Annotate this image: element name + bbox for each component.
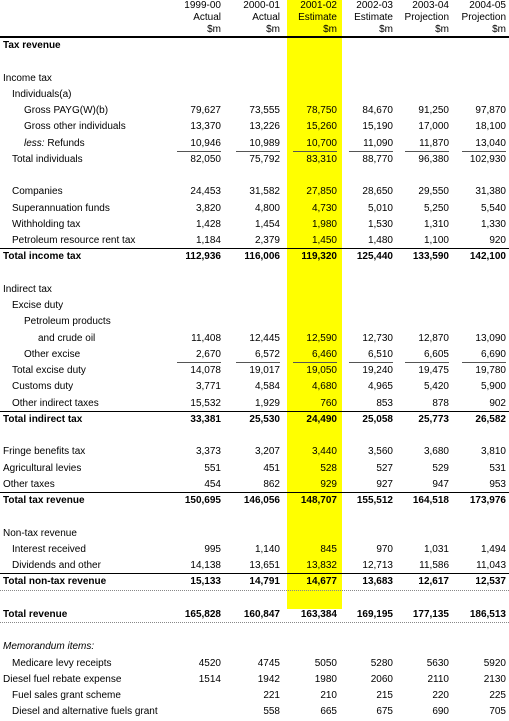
row-label (3, 249, 81, 265)
value-cell: 13,651 (249, 560, 280, 571)
row-label (12, 217, 80, 233)
value-cell: 33,381 (190, 413, 221, 425)
row-label-text: Refunds (47, 137, 85, 149)
row-label (3, 71, 52, 87)
value-cell: 3,373 (195, 446, 221, 458)
row-label (24, 103, 108, 119)
row-label (3, 526, 77, 542)
value-cell: 102,930 (469, 153, 506, 165)
header-types-row (0, 12, 509, 24)
value-cell: 3,810 (480, 446, 506, 458)
row-label (3, 444, 85, 460)
value-cell: 11,090 (363, 137, 393, 149)
value-cell: 845 (320, 543, 337, 555)
row-label (3, 574, 106, 590)
header-years-row (0, 0, 509, 12)
table-row (0, 672, 509, 688)
year-heading: 2002-03 (356, 0, 393, 11)
value-cell: 133,590 (412, 251, 449, 263)
value-cell: 173,976 (469, 495, 506, 506)
row-label-text: Total income tax (3, 251, 82, 263)
table-row (0, 233, 509, 249)
value-cell: 1,140 (254, 543, 280, 555)
value-cell: 19,780 (475, 365, 506, 376)
row-label-text: Gross other individuals (24, 121, 126, 133)
value-cell: 12,590 (306, 332, 337, 344)
value-cell: 6,460 (311, 348, 337, 360)
value-cell: 3,820 (195, 202, 221, 214)
value-cell: 862 (263, 478, 280, 490)
value-cell: 531 (489, 462, 506, 474)
value-cell: 220 (432, 690, 449, 701)
value-cell: 84,670 (362, 105, 393, 116)
value-cell: 11,043 (476, 560, 506, 571)
value-cell: 11,586 (419, 560, 449, 571)
value-cell: 527 (376, 462, 393, 474)
value-cell: 13,683 (362, 576, 393, 588)
value-cell: 690 (432, 706, 449, 718)
value-cell: 15,260 (306, 121, 337, 133)
value-cell: 88,770 (362, 153, 393, 165)
value-cell: 3,440 (311, 446, 337, 458)
row-label-text: Superannuation funds (12, 202, 110, 214)
value-cell: 83,310 (306, 153, 337, 165)
value-cell: 13,090 (475, 332, 506, 344)
row-label-text: Indirect tax (3, 283, 52, 295)
unit-heading: $m (207, 24, 221, 35)
value-cell: 5630 (426, 657, 449, 669)
value-cell: 142,100 (469, 251, 506, 263)
value-cell: 14,677 (306, 576, 337, 588)
row-label (38, 331, 95, 347)
row-label (12, 363, 86, 379)
value-cell: 210 (320, 690, 337, 701)
value-cell: 163,384 (300, 608, 337, 620)
value-cell: 164,518 (412, 495, 449, 506)
row-label-text: Companies (12, 186, 63, 198)
value-cell: 13,040 (475, 137, 506, 149)
value-cell: 1,929 (254, 397, 280, 409)
row-label-text: Total excise duty (12, 365, 86, 376)
row-label-text: Excise duty (12, 300, 64, 311)
value-cell: 165,828 (184, 608, 221, 620)
table-row (0, 119, 509, 135)
row-label-text: Non-tax revenue (3, 527, 77, 539)
value-cell: 12,730 (362, 332, 393, 344)
type-heading: Estimate (354, 12, 393, 23)
row-label-text: Withholding tax (12, 218, 81, 230)
value-cell: 24,490 (306, 413, 337, 425)
value-cell: 12,870 (418, 332, 449, 344)
total-row (0, 607, 509, 623)
row-label (3, 607, 67, 623)
value-cell: 19,017 (249, 365, 280, 376)
value-cell: 920 (489, 235, 506, 246)
value-cell: 5,540 (480, 202, 506, 214)
row-label (12, 87, 71, 103)
row-label (3, 282, 52, 298)
value-cell: 1514 (198, 673, 221, 685)
row-label (3, 38, 61, 54)
value-cell: 82,050 (190, 153, 221, 165)
value-cell: 225 (489, 690, 506, 701)
row-label-text: Other taxes (3, 478, 55, 490)
row-label (12, 396, 99, 412)
value-cell: 953 (489, 478, 506, 490)
value-cell: 73,555 (249, 105, 280, 116)
value-cell: 26,582 (475, 413, 506, 425)
row-label-text: Fringe benefits tax (3, 446, 86, 458)
value-cell: 1,100 (423, 235, 449, 246)
value-cell: 3,680 (423, 446, 449, 458)
unit-heading: $m (435, 24, 449, 35)
row-label (12, 542, 86, 558)
value-cell: 1,330 (480, 218, 506, 230)
year-heading: 2003-04 (412, 0, 449, 11)
value-cell: 18,100 (475, 121, 506, 133)
total-row (0, 38, 509, 54)
value-cell: 6,605 (423, 348, 449, 360)
row-label-text: and crude oil (38, 332, 96, 344)
row-label-text: Fuel sales grant scheme (12, 690, 121, 701)
row-label (12, 201, 110, 217)
value-cell: 96,380 (418, 153, 449, 165)
year-heading: 2000-01 (243, 0, 280, 11)
row-label-prefix: less: (24, 137, 45, 149)
row-label (24, 119, 126, 135)
value-cell: 28,650 (362, 186, 393, 198)
value-cell: 1,980 (311, 218, 337, 230)
value-cell: 675 (376, 706, 393, 718)
table-row (0, 298, 509, 314)
value-cell: 927 (376, 478, 393, 490)
table-row (0, 461, 509, 477)
row-label-text: Agricultural levies (3, 462, 82, 474)
row-label (24, 347, 80, 363)
value-cell: 6,572 (254, 348, 280, 360)
value-cell: 15,532 (190, 397, 221, 409)
total-row (0, 493, 509, 509)
row-label-text: Tax revenue (3, 40, 61, 51)
value-cell: 186,513 (469, 608, 506, 620)
row-label-text: Total non-tax revenue (3, 576, 107, 588)
table-row (0, 71, 509, 87)
table-row (0, 152, 509, 168)
value-cell: 10,946 (190, 137, 221, 149)
row-label (12, 558, 101, 574)
value-cell: 4,800 (254, 202, 280, 214)
value-cell: 14,791 (249, 576, 280, 588)
table-row (0, 639, 509, 655)
value-cell: 451 (263, 462, 280, 474)
year-heading: 2004-05 (469, 0, 506, 11)
value-cell: 10,700 (306, 137, 337, 149)
value-cell: 529 (432, 462, 449, 474)
row-label-text: Memorandum items: (3, 641, 95, 653)
type-heading: Actual (252, 12, 280, 23)
value-cell: 5,900 (480, 381, 506, 393)
header-units-row (0, 24, 509, 38)
value-cell: 13,832 (306, 560, 337, 571)
table-row (0, 623, 509, 639)
table-row (0, 282, 509, 298)
value-cell: 970 (376, 543, 393, 555)
value-cell: 1,494 (480, 543, 506, 555)
table-row (0, 428, 509, 444)
row-label-text: Income tax (3, 72, 52, 84)
value-cell: 4520 (198, 657, 221, 669)
value-cell: 14,138 (190, 560, 221, 571)
value-cell: 5920 (483, 657, 506, 669)
value-cell: 947 (432, 478, 449, 490)
value-cell: 11,870 (419, 137, 449, 149)
table-row (0, 444, 509, 460)
total-row (0, 574, 509, 590)
value-cell: 24,453 (190, 186, 221, 198)
unit-heading: $m (379, 24, 393, 35)
value-cell: 1,184 (195, 235, 221, 246)
value-cell: 528 (320, 462, 337, 474)
row-label-text: Total individuals (12, 153, 83, 165)
row-label-text: Total revenue (3, 608, 68, 620)
value-cell: 15,133 (190, 576, 221, 588)
table-row (0, 103, 509, 119)
row-label (12, 704, 158, 720)
value-cell: 558 (263, 706, 280, 718)
value-cell: 160,847 (243, 608, 280, 620)
type-heading: Estimate (298, 12, 337, 23)
value-cell: 1,530 (367, 218, 393, 230)
value-cell: 705 (489, 706, 506, 718)
value-cell: 5,010 (367, 202, 393, 214)
value-cell: 12,445 (249, 332, 280, 344)
table-row (0, 542, 509, 558)
table-row (0, 509, 509, 525)
table-row (0, 688, 509, 704)
table-row (0, 526, 509, 542)
row-label (3, 639, 94, 655)
row-label (24, 136, 85, 152)
value-cell: 150,695 (184, 495, 221, 506)
table-row (0, 184, 509, 200)
table-row (0, 477, 509, 493)
value-cell: 31,582 (249, 186, 280, 198)
table-row (0, 54, 509, 70)
unit-heading: $m (323, 24, 337, 35)
table-body (0, 38, 509, 721)
value-cell: 2,670 (195, 348, 221, 360)
value-cell: 665 (320, 706, 337, 718)
value-cell: 12,617 (418, 576, 449, 588)
row-label (12, 688, 121, 704)
unit-heading: $m (266, 24, 280, 35)
value-cell: 119,320 (301, 251, 337, 263)
value-cell: 6,510 (367, 348, 393, 360)
value-cell: 551 (204, 462, 221, 474)
row-label (3, 493, 85, 509)
value-cell: 3,207 (254, 446, 280, 458)
value-cell: 2,379 (254, 235, 280, 246)
total-row (0, 249, 509, 265)
value-cell: 91,250 (418, 105, 449, 116)
table-row (0, 347, 509, 363)
row-label-text: Petroleum products (24, 316, 111, 328)
row-label-text: Diesel fuel rebate expense (3, 673, 122, 685)
value-cell: 125,440 (356, 251, 393, 263)
value-cell: 1942 (257, 673, 280, 685)
value-cell: 148,707 (300, 495, 337, 506)
row-label-text: Customs duty (12, 381, 74, 393)
row-label-text: Other excise (24, 348, 81, 360)
value-cell: 25,773 (418, 413, 449, 425)
table-row (0, 396, 509, 412)
table-row (0, 363, 509, 379)
row-label (24, 314, 111, 330)
value-cell: 146,056 (243, 495, 280, 506)
value-cell: 1,450 (311, 235, 337, 246)
value-cell: 79,627 (190, 105, 221, 116)
type-heading: Projection (461, 12, 506, 23)
value-cell: 97,870 (475, 105, 506, 116)
row-label (3, 461, 81, 477)
value-cell: 4745 (257, 657, 280, 669)
row-label-text: Dividends and other (12, 560, 101, 571)
unit-heading: $m (492, 24, 506, 35)
value-cell: 15,190 (362, 121, 393, 133)
value-cell: 5,250 (423, 202, 449, 214)
row-label (12, 184, 63, 200)
value-cell: 1,031 (423, 543, 449, 555)
table-row (0, 704, 509, 720)
value-cell: 215 (376, 690, 393, 701)
year-heading: 2001-02 (300, 0, 337, 11)
row-label-text: Total tax revenue (3, 495, 85, 506)
table-row (0, 201, 509, 217)
value-cell: 454 (204, 478, 221, 490)
value-cell: 13,370 (190, 121, 221, 133)
row-label-text: Individuals(a) (12, 88, 72, 100)
value-cell: 75,792 (249, 153, 280, 165)
year-heading: 1999-00 (184, 0, 221, 11)
value-cell: 221 (263, 690, 280, 701)
value-cell: 19,240 (362, 365, 393, 376)
value-cell: 1,480 (367, 235, 393, 246)
value-cell: 112,936 (185, 251, 221, 263)
value-cell: 155,512 (356, 495, 393, 506)
value-cell: 878 (432, 397, 449, 409)
row-label-text: Interest received (12, 543, 86, 555)
table-row (0, 591, 509, 607)
value-cell: 2060 (370, 673, 393, 685)
row-label-text: Medicare levy receipts (12, 657, 112, 669)
value-cell: 14,078 (190, 365, 221, 376)
value-cell: 17,000 (418, 121, 449, 133)
row-label-text: Total indirect tax (3, 413, 83, 425)
row-label (12, 298, 63, 314)
type-heading: Projection (404, 12, 449, 23)
value-cell: 169,195 (356, 608, 393, 620)
value-cell: 902 (489, 397, 506, 409)
value-cell: 2130 (483, 673, 506, 685)
value-cell: 29,550 (418, 186, 449, 198)
table-row (0, 168, 509, 184)
row-label (3, 412, 82, 428)
value-cell: 10,989 (249, 137, 280, 149)
row-label (12, 379, 73, 395)
value-cell: 995 (204, 543, 221, 555)
table-row (0, 314, 509, 330)
table-row (0, 656, 509, 672)
value-cell: 12,537 (475, 576, 506, 588)
value-cell: 4,584 (254, 381, 280, 393)
value-cell: 25,058 (362, 413, 393, 425)
table-row (0, 217, 509, 233)
value-cell: 3,560 (367, 446, 393, 458)
table-row (0, 136, 509, 152)
value-cell: 177,135 (412, 608, 449, 620)
table-row (0, 558, 509, 574)
value-cell: 4,965 (367, 381, 393, 393)
value-cell: 2110 (427, 673, 449, 685)
row-label (3, 672, 121, 688)
value-cell: 116,006 (244, 251, 280, 263)
value-cell: 5280 (370, 657, 393, 669)
row-label-text: Diesel and alternative fuels grant (12, 706, 158, 718)
value-cell: 1,454 (254, 218, 280, 230)
row-label (12, 152, 83, 168)
value-cell: 1980 (314, 673, 337, 685)
value-cell: 853 (376, 397, 393, 409)
value-cell: 6,690 (480, 348, 506, 360)
value-cell: 5050 (314, 657, 337, 669)
value-cell: 11,408 (191, 332, 221, 344)
value-cell: 1,428 (195, 218, 221, 230)
value-cell: 31,380 (475, 186, 506, 198)
value-cell: 5,420 (423, 381, 449, 393)
table-row (0, 87, 509, 103)
table-row (0, 331, 509, 347)
value-cell: 19,475 (418, 365, 449, 376)
row-label (12, 233, 135, 249)
row-label-text: Gross PAYG(W)(b) (24, 105, 109, 116)
value-cell: 760 (320, 397, 337, 409)
value-cell: 78,750 (306, 105, 337, 116)
table-row (0, 379, 509, 395)
value-cell: 13,226 (249, 121, 280, 133)
type-heading: Actual (193, 12, 221, 23)
value-cell: 4,680 (311, 381, 337, 393)
row-label (12, 656, 111, 672)
row-label-text: Other indirect taxes (12, 397, 99, 409)
total-row (0, 412, 509, 428)
value-cell: 27,850 (306, 186, 337, 198)
value-cell: 929 (320, 478, 337, 490)
table-row (0, 266, 509, 282)
value-cell: 12,713 (362, 560, 393, 571)
value-cell: 19,050 (306, 365, 337, 376)
value-cell: 3,771 (195, 381, 221, 393)
value-cell: 4,730 (311, 202, 337, 214)
row-label-text: Petroleum resource rent tax (12, 235, 136, 246)
row-label (3, 477, 55, 493)
value-cell: 25,530 (249, 413, 280, 425)
value-cell: 1,310 (423, 218, 449, 230)
